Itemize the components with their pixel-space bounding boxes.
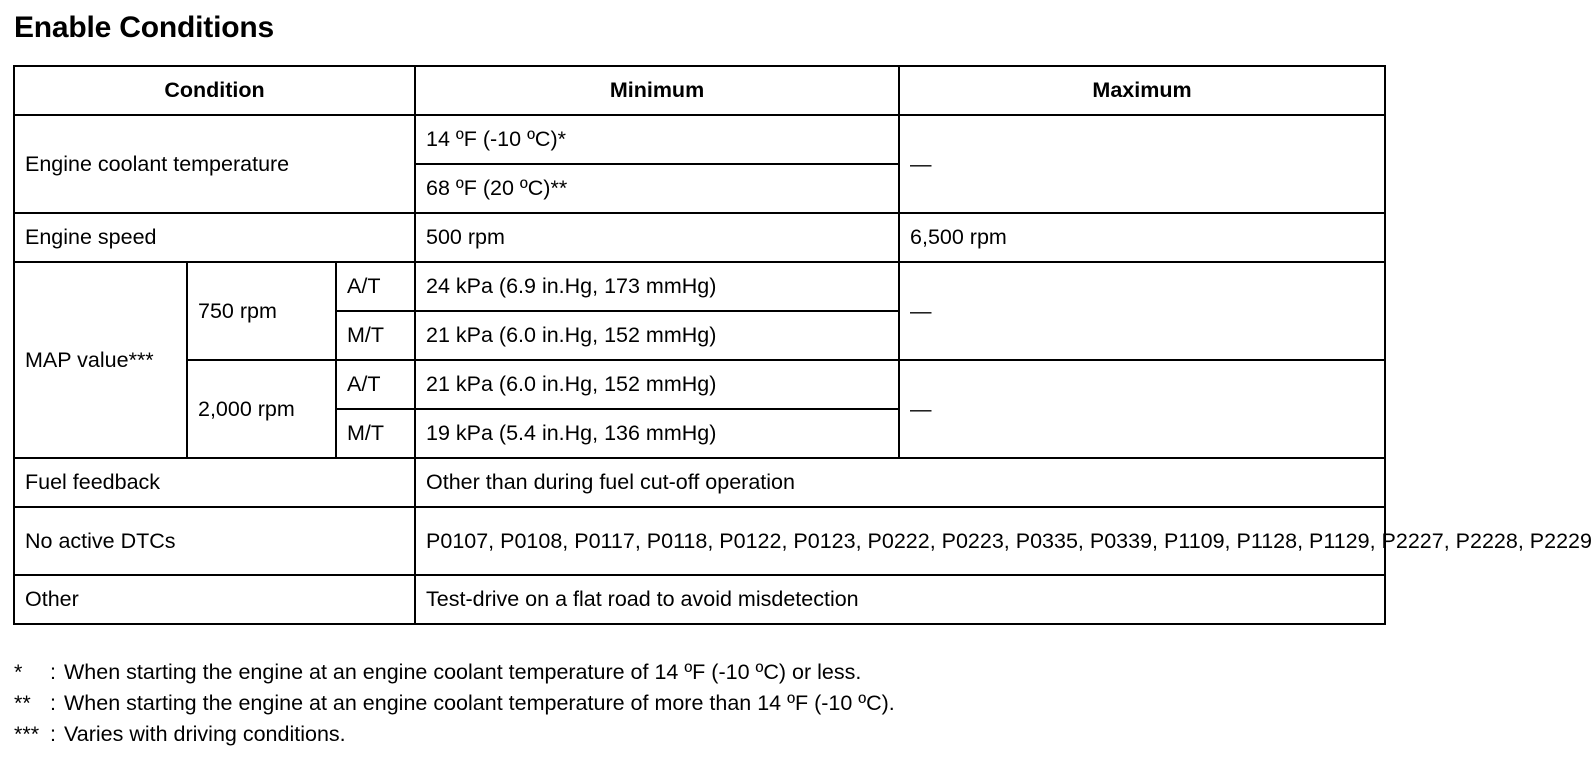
map-750-mt-label: M/T xyxy=(336,311,415,360)
map-2000-mt-min: 19 kPa (5.4 in.Hg, 136 mmHg) xyxy=(415,409,899,458)
footnote-text: When starting the engine at an engine coolant temperature of 14 ºF (-10 ºC) or less. xyxy=(64,660,862,684)
map-label: MAP value*** xyxy=(14,262,187,458)
footnote: ** : When starting the engine at an engine coolant temperature of more than 14 ºF (-10 ºC). xyxy=(14,688,895,719)
header-condition: Condition xyxy=(14,66,415,115)
table-row xyxy=(14,360,1385,409)
dtc-label: No active DTCs xyxy=(14,507,415,575)
footnotes xyxy=(14,657,895,750)
table-header-row xyxy=(14,66,1385,115)
header-maximum: Maximum xyxy=(899,66,1385,115)
footnote: *** : Varies with driving conditions. xyxy=(14,719,895,750)
footnote-mark: *** xyxy=(14,722,40,746)
map-2000-max: — xyxy=(899,360,1385,458)
coolant-min-2: 68 ºF (20 ºC)** xyxy=(415,164,899,213)
table-row xyxy=(14,507,1385,575)
coolant-max: — xyxy=(899,115,1385,213)
dtc-value: P0107, P0108, P0117, P0118, P0122, P0123, P0222, P0223, P0335, P0339, P1109, P1128, P1129, P2227, P2228, P2229 xyxy=(415,507,1385,575)
table-row xyxy=(14,115,1385,164)
map-rpm-750: 750 rpm xyxy=(187,262,336,360)
table-row xyxy=(14,213,1385,262)
other-label: Other xyxy=(14,575,415,624)
map-rpm-2000: 2,000 rpm xyxy=(187,360,336,458)
map-2000-at-label: A/T xyxy=(336,360,415,409)
speed-min: 500 rpm xyxy=(415,213,899,262)
footnote: * : When starting the engine at an engine coolant temperature of 14 ºF (-10 ºC) or less. xyxy=(14,657,895,688)
footnote-mark: * xyxy=(14,660,23,684)
other-value: Test-drive on a flat road to avoid misdetection xyxy=(415,575,1385,624)
coolant-label: Engine coolant temperature xyxy=(14,115,415,213)
fuel-value: Other than during fuel cut-off operation xyxy=(415,458,1385,507)
map-2000-at-min: 21 kPa (6.0 in.Hg, 152 mmHg) xyxy=(415,360,899,409)
footnote-mark: ** xyxy=(14,691,31,715)
map-750-at-label: A/T xyxy=(336,262,415,311)
map-2000-mt-label: M/T xyxy=(336,409,415,458)
footnote-text: When starting the engine at an engine coolant temperature of more than 14 ºF (-10 ºC). xyxy=(64,691,895,715)
speed-max: 6,500 rpm xyxy=(899,213,1385,262)
table-row xyxy=(14,458,1385,507)
fuel-label: Fuel feedback xyxy=(14,458,415,507)
page-title: Enable Conditions xyxy=(14,11,274,44)
enable-conditions-table xyxy=(13,65,1592,625)
map-750-at-min: 24 kPa (6.9 in.Hg, 173 mmHg) xyxy=(415,262,899,311)
table-row xyxy=(14,262,1385,311)
table-row xyxy=(14,575,1385,624)
footnote-text: Varies with driving conditions. xyxy=(64,722,346,746)
speed-label: Engine speed xyxy=(14,213,415,262)
map-750-max: — xyxy=(899,262,1385,360)
coolant-min-1: 14 ºF (-10 ºC)* xyxy=(415,115,899,164)
header-minimum: Minimum xyxy=(415,66,899,115)
map-750-mt-min: 21 kPa (6.0 in.Hg, 152 mmHg) xyxy=(415,311,899,360)
